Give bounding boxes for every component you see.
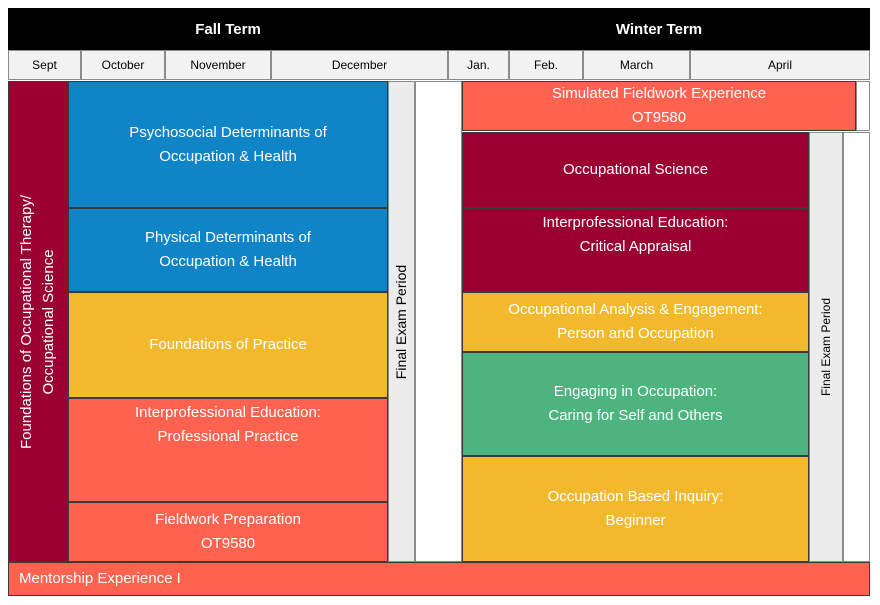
- course-occupational-analysis: [462, 292, 809, 352]
- course-ipe-critical-appraisal: [462, 208, 809, 292]
- winter-exam-label: Final Exam Period: [819, 297, 834, 397]
- course-label: Simulated Fieldwork Experience OT9580: [551, 85, 767, 126]
- course-label: Foundations of Practice: [149, 336, 307, 353]
- month-november: November: [165, 50, 271, 80]
- course-engaging-in-occupation: [462, 352, 809, 456]
- foundations-side-label: [8, 81, 68, 562]
- course-label: Psychosocial Determinants of Occupation & Health: [129, 123, 327, 165]
- month-october: October: [81, 50, 165, 80]
- winter-term-label: Winter Term: [615, 20, 703, 38]
- course-label: Occupation Based Inquiry: Beginner: [547, 488, 724, 529]
- course-occupational-science: [462, 132, 809, 208]
- course-label: Interprofessional Education: Critical Appraisal: [542, 214, 729, 255]
- fall-break-gap: [415, 81, 462, 562]
- fall-term-header: [8, 8, 448, 50]
- foundations-side-label-text: Foundations of Occupational Therapy/ Occupational Science: [18, 194, 57, 449]
- mentorship-label: Mentorship Experience I: [19, 570, 181, 587]
- winter-final-exam-period: [809, 132, 843, 562]
- april-gap: [856, 81, 870, 131]
- month-jan: Jan.: [448, 50, 509, 80]
- mentorship-experience-bar: [8, 562, 870, 596]
- course-label: Engaging in Occupation: Caring for Self and Others: [548, 383, 723, 424]
- winter-term-header: [448, 8, 870, 50]
- course-ipe-professional-practice: [68, 398, 388, 502]
- month-sept: Sept: [8, 50, 81, 80]
- course-label: Interprofessional Education: Professional Practice: [135, 404, 321, 445]
- course-label: Occupational Science: [562, 161, 709, 178]
- course-label: Physical Determinants of Occupation & Health: [145, 229, 311, 270]
- course-label: Fieldwork Preparation OT9580: [155, 511, 301, 552]
- course-label: Occupational Analysis & Engagement: Person and Occupation: [508, 301, 763, 342]
- course-occupation-based-inquiry: [462, 456, 809, 562]
- course-simulated-fieldwork: [462, 81, 856, 131]
- course-foundations-of-practice: [68, 292, 388, 398]
- month-march: March: [583, 50, 690, 80]
- fall-final-exam-period: [388, 81, 415, 562]
- fall-term-label: Fall Term: [195, 20, 261, 38]
- month-december: December: [271, 50, 448, 80]
- course-fieldwork-preparation: [68, 502, 388, 562]
- course-physical-determinants: [68, 208, 388, 292]
- month-feb: Feb.: [509, 50, 583, 80]
- month-april: April: [690, 50, 870, 80]
- winter-end-gap: [843, 132, 870, 562]
- course-psychosocial-determinants: [68, 81, 388, 208]
- fall-exam-label: Final Exam Period: [393, 264, 410, 379]
